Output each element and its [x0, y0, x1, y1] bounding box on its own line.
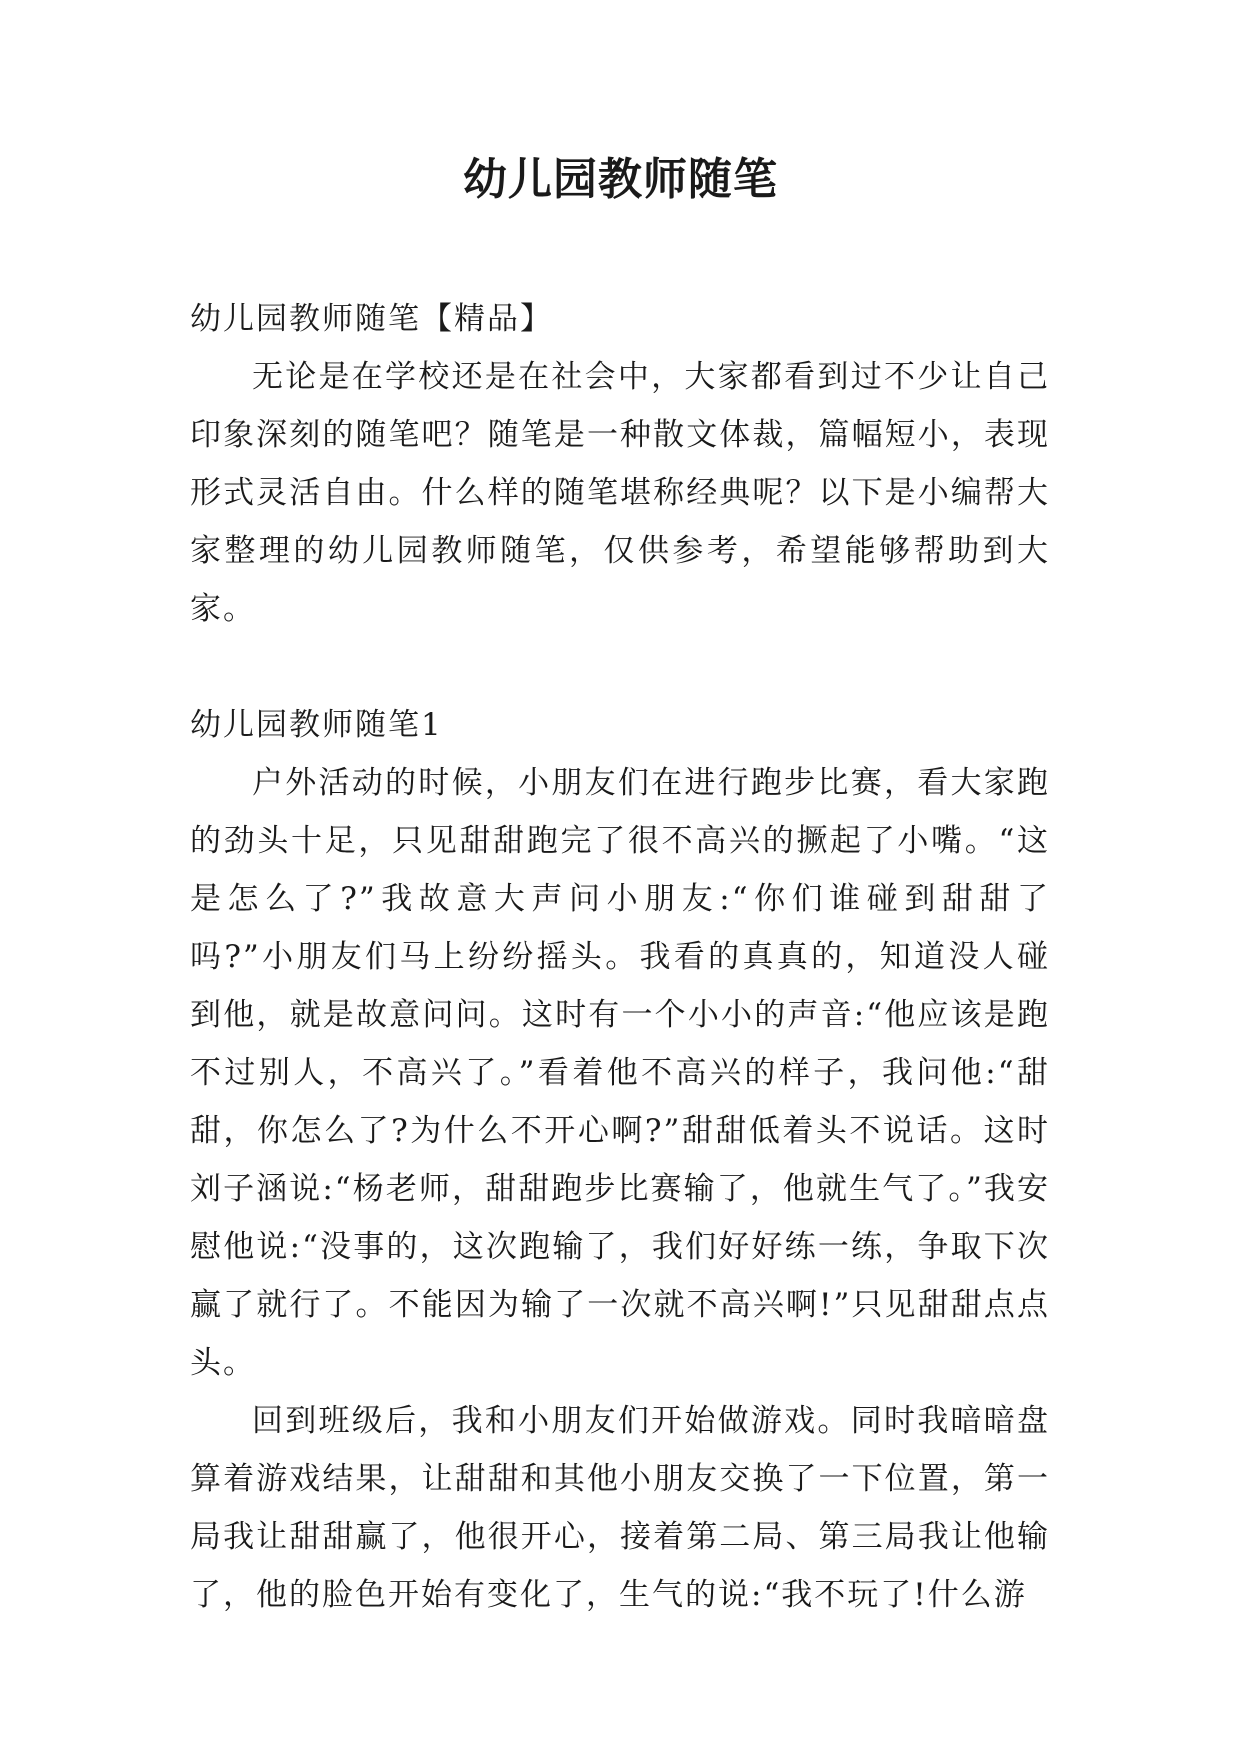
section-gap	[190, 638, 1050, 696]
document-title: 幼儿园教师随笔	[463, 154, 778, 205]
intro-paragraph: 无论是在学校还是在社会中，大家都看到过不少让自己印象深刻的随笔吧？随笔是一种散文体裁，篇幅短小，表现形式灵活自由。什么样的随笔堪称经典呢？以下是小编帮大家整理的幼儿园教师随笔，仅供参考，希望能够帮助到大家。	[190, 359, 1050, 627]
section-heading-intro: 幼儿园教师随笔【精品】	[190, 301, 553, 337]
section-heading-essay-1: 幼儿园教师随笔1	[190, 707, 443, 743]
document-body	[190, 290, 1050, 1624]
essay-1-paragraph-1: 户外活动的时候，小朋友们在进行跑步比赛，看大家跑的劲头十足，只见甜甜跑完了很不高兴的撅起了小嘴。“这是怎么了?”我故意大声问小朋友:“你们谁碰到甜甜了吗?”小朋友们马上纷纷摇头。我看的真真的，知道没人碰到他，就是故意问问。这时有一个小小的声音:“他应该是跑不过别人，不高兴了。”看着他不高兴的样子，我问他:“甜甜，你怎么了?为什么不开心啊?”甜甜低着头不说话。这时刘子涵说:“杨老师，甜甜跑步比赛输了，他就生气了。”我安慰他说:“没事的，这次跑输了，我们好好练一练，争取下次赢了就行了。不能因为输了一次就不高兴啊!”只见甜甜点点头。	[190, 765, 1050, 1381]
essay-1-paragraph-2: 回到班级后，我和小朋友们开始做游戏。同时我暗暗盘算着游戏结果，让甜甜和其他小朋友交换了一下位置，第一局我让甜甜赢了，他很开心，接着第二局、第三局我让他输了，他的脸色开始有变化了，生气的说:“我不玩了!什么游	[190, 1403, 1050, 1613]
